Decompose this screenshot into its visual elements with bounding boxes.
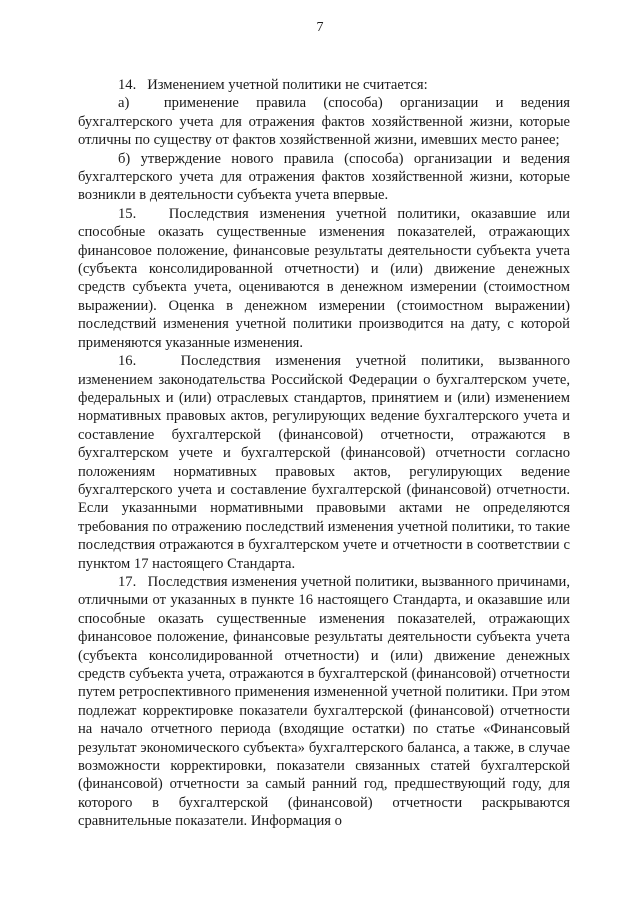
paragraph-14-item-a: а) применение правила (способа) организации и ведения бухгалтерского учета для отражения фактов хозяйственной жизни, которые отличны по существу от фактов хозяйственной жизни, имевших место ранее; (78, 95, 570, 149)
document-body (78, 76, 570, 831)
paragraph-17: 17. Последствия изменения учетной политики, вызванного причинами, отличными от указанных в пункте 16 настоящего Стандарта, и оказавшие или способные оказать существенные изменения показателей, отражающих финансовое положение, финансовые результаты деятельности субъекта учета (субъекта консолидированной отчетности) и (или) движение денежных средств субъекта учета, отражаются в бухгалтерской (финансовой) отчетности путем ретроспективного применения измененной учетной политики. При этом подлежат корректировке показатели бухгалтерской (финансовой) отчетности на начало отчетного периода (входящие остатки) по статье «Финансовый результат экономического субъекта» бухгалтерского баланса, а также, в случае возможности корректировки, показатели связанных статей бухгалтерской (финансовой) отчетности за самый ранний год, предшествующий году, для которого в бухгалтерской (финансовой) отчетности раскрываются сравнительные показатели. Информация о (78, 573, 570, 830)
paragraph-14-item-b: б) утверждение нового правила (способа) организации и ведения бухгалтерского учета для отражения фактов хозяйственной жизни, которые возникли в деятельности субъекта учета впервые. (78, 150, 570, 204)
paragraph-14-heading: 14. Изменением учетной политики не считается: (118, 77, 428, 93)
paragraph-16: 16. Последствия изменения учетной политики, вызванного изменением законодательства Российской Федерации о бухгалтерском учете, федеральных и (или) отраслевых стандартов, принятием и (или) изменением нормативных правовых актов, регулирующих ведение бухгалтерского учета и составление бухгалтерской (финансовой) отчетности, отражаются в бухгалтерском учете и бухгалтерской (финансовой) отчетности согласно положениям нормативных правовых актов, регулирующих ведение бухгалтерского учета и составление бухгалтерской (финансовой) отчетности. Если указанными нормативными правовыми актами не определяются требования по отражению последствий изменения учетной политики, то такие последствия отражаются в бухгалтерском учете и отчетности в соответствии с пунктом 17 настоящего Стандарта. (78, 353, 570, 572)
page-number: 7 (316, 20, 324, 35)
paragraph-15: 15. Последствия изменения учетной политики, оказавшие или способные оказать существенные изменения показателей, отражающих финансовое положение, финансовые результаты деятельности субъекта учета (субъекта консолидированной отчетности) и (или) движение денежных средств субъекта учета, оцениваются в денежном измерении (стоимостном выражении). Оценка в денежном измерении (стоимостном выражении) последствий изменения учетной политики производится на дату, с которой применяются указанные изменения. (78, 205, 570, 351)
